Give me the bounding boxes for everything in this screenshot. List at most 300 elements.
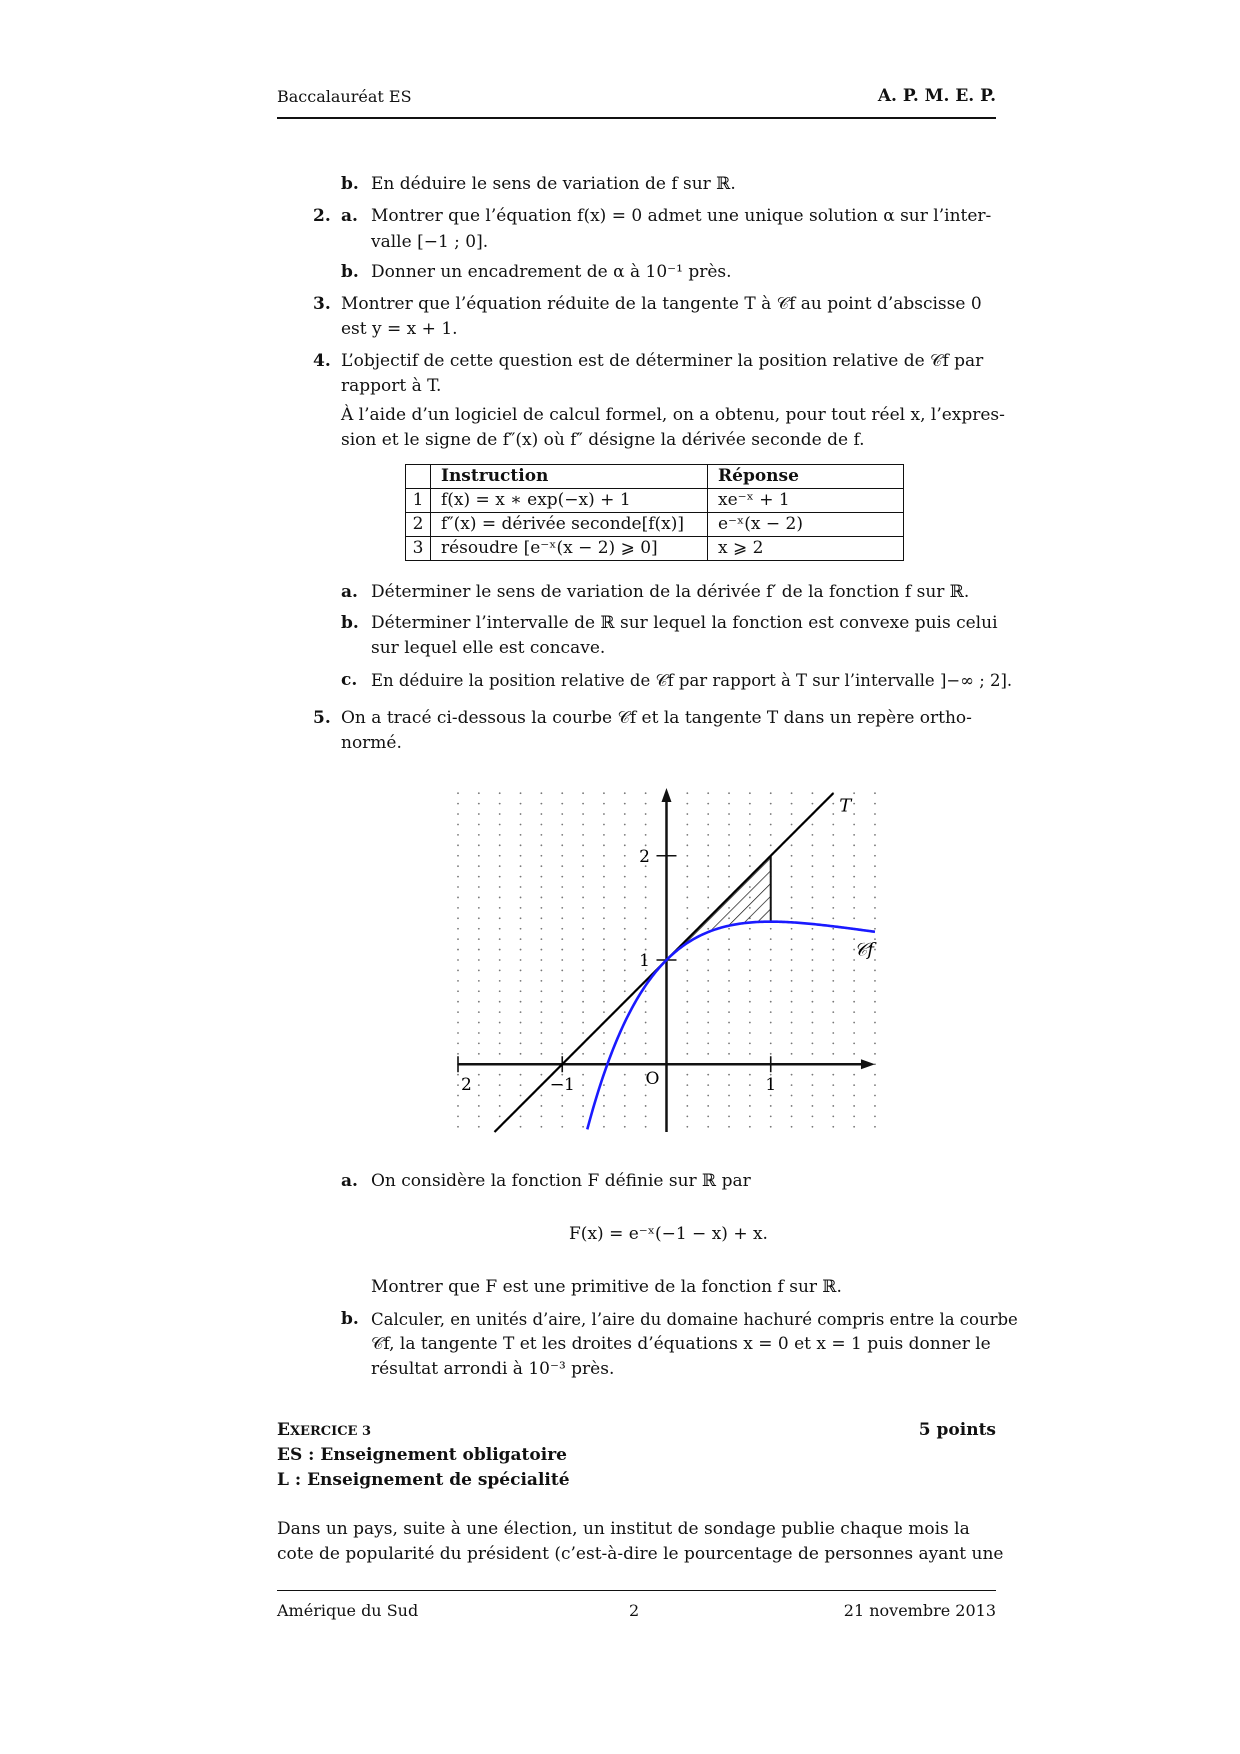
grid-dot <box>457 855 459 857</box>
grid-dot <box>499 1084 501 1086</box>
grid-dot <box>645 876 647 878</box>
grid-dot <box>603 949 605 951</box>
grid-dot <box>457 1115 459 1117</box>
grid-dot <box>770 803 772 805</box>
tick-label-x-1: 1 <box>765 1075 777 1096</box>
grid-dot <box>832 980 834 982</box>
grid-dot <box>686 824 688 826</box>
grid-dot <box>686 1084 688 1086</box>
grid-dot <box>728 1115 730 1117</box>
grid-dot <box>478 990 480 992</box>
grid-dot <box>561 876 563 878</box>
q1b-label: b. <box>341 174 359 194</box>
grid-dot <box>749 1022 751 1024</box>
table-cell: 3 <box>406 537 431 561</box>
grid-dot <box>812 1105 814 1107</box>
grid-dot <box>624 1042 626 1044</box>
grid-dot <box>707 1032 709 1034</box>
grid-dot <box>582 980 584 982</box>
grid-dot <box>707 1011 709 1013</box>
grid-dot <box>520 938 522 940</box>
grid-dot <box>874 928 876 930</box>
grid-dot <box>770 824 772 826</box>
grid-dot <box>561 1053 563 1055</box>
grid-dot <box>728 959 730 961</box>
grid-dot <box>812 938 814 940</box>
grid-dot <box>791 844 793 846</box>
grid-dot <box>728 938 730 940</box>
grid-dot <box>478 792 480 794</box>
grid-dot <box>457 876 459 878</box>
grid-dot <box>812 1095 814 1097</box>
intro-line2: cote de popularité du président (c’est-à-dire le pourcentage de personnes ayant une <box>277 1544 1004 1564</box>
grid-dot <box>728 865 730 867</box>
grid-dot <box>499 855 501 857</box>
q5a-after: Montrer que F est une primitive de la fonction f sur ℝ. <box>371 1277 842 1297</box>
grid-dot <box>478 886 480 888</box>
grid-dot <box>791 1042 793 1044</box>
formal-calc-table-wrapper <box>405 464 904 561</box>
grid-dot <box>499 1032 501 1034</box>
grid-dot <box>499 1011 501 1013</box>
grid-dot <box>686 886 688 888</box>
grid-dot <box>582 855 584 857</box>
grid-dot <box>791 1105 793 1107</box>
grid-dot <box>457 959 459 961</box>
grid-dot <box>832 886 834 888</box>
q3-line2: est y = x + 1. <box>341 319 458 339</box>
grid-dot <box>832 917 834 919</box>
grid-dot <box>853 1001 855 1003</box>
grid-dot <box>853 1011 855 1013</box>
grid-dot <box>499 865 501 867</box>
grid-dot <box>749 792 751 794</box>
grid-dot <box>520 792 522 794</box>
grid-dot <box>645 803 647 805</box>
table-cell: xe⁻ˣ + 1 <box>708 489 904 513</box>
grid-dot <box>686 865 688 867</box>
grid-dot <box>874 1095 876 1097</box>
grid-dot <box>603 980 605 982</box>
axis-ticks <box>458 856 771 1072</box>
grid-dot <box>499 813 501 815</box>
grid-dot <box>520 1042 522 1044</box>
grid-dot <box>499 1053 501 1055</box>
grid-dot <box>853 1074 855 1076</box>
grid-dot <box>499 970 501 972</box>
grid-dot <box>749 980 751 982</box>
grid-dot <box>832 1053 834 1055</box>
grid-dot <box>853 990 855 992</box>
grid-dot <box>874 917 876 919</box>
grid-dot <box>624 970 626 972</box>
grid-dot <box>645 1105 647 1107</box>
table-header-row <box>406 465 904 489</box>
grid-dot <box>624 1115 626 1117</box>
q3-number: 3. <box>313 294 331 314</box>
grid-dot <box>853 1053 855 1055</box>
grid-dot <box>457 792 459 794</box>
grid-dot <box>791 1022 793 1024</box>
q2a-line2: valle [−1 ; 0]. <box>371 232 489 252</box>
grid-dot <box>540 813 542 815</box>
grid-dot <box>707 1115 709 1117</box>
grid-dot <box>582 897 584 899</box>
grid-dot <box>478 1095 480 1097</box>
q2a-line1: Montrer que l’équation f(x) = 0 admet une unique solution α sur l’inter- <box>371 206 992 226</box>
exercise-title <box>277 1418 371 1444</box>
table-cell: x ⩾ 2 <box>708 537 904 561</box>
grid-dot <box>624 1053 626 1055</box>
grid-dot <box>874 1084 876 1086</box>
header-right: A. P. M. E. P. <box>877 86 996 106</box>
grid-dot <box>645 824 647 826</box>
grid-dot <box>686 970 688 972</box>
grid-dot <box>812 897 814 899</box>
grid-dot <box>707 844 709 846</box>
grid-dot <box>874 813 876 815</box>
grid-dot <box>707 886 709 888</box>
grid-dot <box>707 990 709 992</box>
grid-dot <box>561 1001 563 1003</box>
grid-dot <box>624 876 626 878</box>
grid-dot <box>540 959 542 961</box>
header-rule <box>277 117 996 119</box>
grid-dot <box>853 855 855 857</box>
grid-dot <box>728 1011 730 1013</box>
grid-dot <box>853 970 855 972</box>
grid-dot <box>603 917 605 919</box>
grid-dot <box>540 824 542 826</box>
grid-dot <box>540 834 542 836</box>
grid-dot <box>874 886 876 888</box>
grid-dot <box>791 1126 793 1128</box>
grid-dot <box>457 1074 459 1076</box>
grid-dot <box>540 865 542 867</box>
grid-dot <box>853 865 855 867</box>
grid-dot <box>624 928 626 930</box>
grid-dot <box>520 844 522 846</box>
grid-dot <box>582 938 584 940</box>
grid-dot <box>686 803 688 805</box>
grid-dot <box>520 1126 522 1128</box>
grid-dot <box>561 792 563 794</box>
grid-dot <box>540 803 542 805</box>
grid-dot <box>832 824 834 826</box>
grid-dot <box>540 792 542 794</box>
grid-dot <box>457 1001 459 1003</box>
grid-dot <box>478 897 480 899</box>
grid-dot <box>540 1053 542 1055</box>
grid-dot <box>478 917 480 919</box>
grid-dot <box>540 949 542 951</box>
grid-dot <box>770 1022 772 1024</box>
grid-dot <box>645 938 647 940</box>
grid-dot <box>478 970 480 972</box>
grid-dot <box>874 1105 876 1107</box>
q4b-line1: Déterminer l’intervalle de ℝ sur lequel la fonction est convexe puis celui <box>371 613 998 633</box>
grid-dot <box>832 876 834 878</box>
grid-dot <box>791 1053 793 1055</box>
grid-dot <box>728 970 730 972</box>
grid-dot <box>603 1126 605 1128</box>
q4-number: 4. <box>313 351 331 371</box>
grid-dot <box>478 1084 480 1086</box>
grid-dot <box>728 1105 730 1107</box>
grid-dot <box>624 917 626 919</box>
grid-dot <box>686 1022 688 1024</box>
grid-dot <box>853 886 855 888</box>
grid-dot <box>770 990 772 992</box>
grid-dot <box>832 949 834 951</box>
grid-dot <box>582 1126 584 1128</box>
grid-dot <box>853 834 855 836</box>
grid-dot <box>749 855 751 857</box>
grid-dot <box>770 813 772 815</box>
grid-dot <box>707 813 709 815</box>
grid-dot <box>520 928 522 930</box>
grid-dot <box>478 834 480 836</box>
primitive-formula: F(x) = e⁻ˣ(−1 − x) + x. <box>569 1224 768 1244</box>
formal-calc-table <box>405 464 904 561</box>
grid-dot <box>624 886 626 888</box>
grid-dot <box>728 949 730 951</box>
grid-dot <box>791 917 793 919</box>
curve-label: 𝒞f <box>854 939 874 961</box>
grid-dot <box>499 1095 501 1097</box>
grid-dot <box>624 1126 626 1128</box>
page-number: 2 <box>629 1601 640 1620</box>
table-cell: e⁻ˣ(x − 2) <box>708 513 904 537</box>
grid-dot <box>457 1095 459 1097</box>
grid-dot <box>874 803 876 805</box>
grid-dot <box>812 876 814 878</box>
grid-dot <box>582 813 584 815</box>
grid-dot <box>457 813 459 815</box>
grid-dot <box>707 1105 709 1107</box>
grid-dot <box>791 886 793 888</box>
grid-dot <box>457 1105 459 1107</box>
grid-dot <box>791 928 793 930</box>
grid-dot <box>624 824 626 826</box>
grid-dot <box>707 792 709 794</box>
grid-dot <box>728 834 730 836</box>
grid-dot <box>770 928 772 930</box>
q5b-line1: Calculer, en unités d’aire, l’aire du domaine hachuré compris entre la courbe <box>371 1310 1018 1329</box>
grid-dot <box>728 803 730 805</box>
grid-dot <box>478 813 480 815</box>
grid-dot <box>686 990 688 992</box>
grid-dot <box>520 855 522 857</box>
grid-dot <box>478 949 480 951</box>
grid-dot <box>561 844 563 846</box>
origin-label: O <box>645 1069 660 1090</box>
grid-dot <box>520 1074 522 1076</box>
grid-dot <box>874 1042 876 1044</box>
grid-dot <box>499 917 501 919</box>
grid-dot <box>499 959 501 961</box>
grid-dot <box>624 1011 626 1013</box>
header-left: Baccalauréat ES <box>277 87 412 106</box>
grid-dot <box>686 1011 688 1013</box>
grid-dot <box>478 1074 480 1076</box>
grid-dot <box>686 917 688 919</box>
grid-dot <box>499 928 501 930</box>
grid-dot <box>770 844 772 846</box>
grid-dot <box>540 1001 542 1003</box>
grid-dot <box>853 803 855 805</box>
intro-line1: Dans un pays, suite à une élection, un institut de sondage publie chaque mois la <box>277 1519 970 1539</box>
grid-dot <box>624 844 626 846</box>
grid-dot <box>520 1032 522 1034</box>
grid-dot <box>874 1001 876 1003</box>
grid-dot <box>478 1011 480 1013</box>
grid-dot <box>561 1032 563 1034</box>
grid-dot <box>770 1115 772 1117</box>
grid-dot <box>540 876 542 878</box>
grid-dot <box>686 1001 688 1003</box>
grid-dot <box>791 990 793 992</box>
grid-dot <box>874 1115 876 1117</box>
grid-dot <box>457 824 459 826</box>
grid-dot <box>874 907 876 909</box>
grid-dot <box>812 855 814 857</box>
grid-dot <box>728 844 730 846</box>
grid-dot <box>853 813 855 815</box>
grid-dot <box>853 1115 855 1117</box>
grid-dot <box>853 1126 855 1128</box>
grid-dot <box>874 897 876 899</box>
grid-dot <box>853 917 855 919</box>
q4-line1: L’objectif de cette question est de déterminer la position relative de 𝒞f par <box>341 351 984 371</box>
grid-dot <box>499 876 501 878</box>
grid-dot <box>645 1042 647 1044</box>
grid-dot <box>540 917 542 919</box>
grid-dot <box>561 1105 563 1107</box>
grid-dot <box>707 876 709 878</box>
grid-dot <box>686 1126 688 1128</box>
grid-dot <box>520 907 522 909</box>
grid-dot <box>832 897 834 899</box>
grid-dot <box>874 959 876 961</box>
q4a-label: a. <box>341 582 358 602</box>
grid-dot <box>582 865 584 867</box>
grid-dot <box>686 1042 688 1044</box>
grid-dot <box>749 865 751 867</box>
grid-dot <box>624 959 626 961</box>
grid-dot <box>540 1126 542 1128</box>
grid-dot <box>728 928 730 930</box>
grid-dot <box>540 970 542 972</box>
grid-dot <box>770 1042 772 1044</box>
table-header-cell: Instruction <box>431 465 708 489</box>
grid-dot <box>582 1001 584 1003</box>
grid-dot <box>749 1084 751 1086</box>
q4b-line2: sur lequel elle est concave. <box>371 638 606 658</box>
grid-dot <box>707 980 709 982</box>
grid-dot <box>791 1074 793 1076</box>
grid-dot <box>812 1084 814 1086</box>
grid-dot <box>791 1011 793 1013</box>
grid-dot <box>686 949 688 951</box>
q5-line2: normé. <box>341 733 402 753</box>
table-cell: 2 <box>406 513 431 537</box>
q5b-line3: résultat arrondi à 10⁻³ près. <box>371 1359 615 1379</box>
grid-dot <box>645 1053 647 1055</box>
grid-dot <box>707 855 709 857</box>
grid-dot <box>457 917 459 919</box>
grid-dot <box>540 1074 542 1076</box>
grid-dot <box>540 1042 542 1044</box>
grid-dot <box>812 824 814 826</box>
grid-dot <box>645 1001 647 1003</box>
grid-dot <box>791 970 793 972</box>
grid-dot <box>561 865 563 867</box>
grid-dot <box>853 1084 855 1086</box>
grid-dot <box>645 813 647 815</box>
grid-dot <box>540 855 542 857</box>
grid-dot <box>520 803 522 805</box>
grid-dot <box>540 1095 542 1097</box>
grid-dot <box>603 938 605 940</box>
grid-dot <box>540 1115 542 1117</box>
grid-dot <box>707 834 709 836</box>
x-axis-arrow-icon <box>861 1059 875 1069</box>
grid-dot <box>520 1022 522 1024</box>
grid-dot <box>749 1011 751 1013</box>
grid-dot <box>499 1074 501 1076</box>
grid-dot <box>832 907 834 909</box>
grid-dot <box>457 970 459 972</box>
grid-dot <box>561 1011 563 1013</box>
grid-dot <box>645 1095 647 1097</box>
grid-dot <box>624 792 626 794</box>
grid-dot <box>457 980 459 982</box>
grid-dot <box>582 834 584 836</box>
grid-dot <box>561 990 563 992</box>
grid-dot <box>853 1095 855 1097</box>
exercise-track-l: L : Enseignement de spécialité <box>277 1470 570 1490</box>
grid-dot <box>645 897 647 899</box>
grid-dot <box>707 1053 709 1055</box>
grid-dot <box>749 803 751 805</box>
grid-dot <box>457 1042 459 1044</box>
grid-dot <box>603 876 605 878</box>
grid-dot <box>686 855 688 857</box>
grid-dot <box>707 959 709 961</box>
grid-dot <box>603 813 605 815</box>
grid-dot <box>728 792 730 794</box>
grid-dot <box>791 980 793 982</box>
grid-dot <box>603 1053 605 1055</box>
grid-dot <box>874 970 876 972</box>
grid-dot <box>812 1053 814 1055</box>
grid-dot <box>686 1032 688 1034</box>
grid-dot <box>874 990 876 992</box>
grid-dot <box>499 834 501 836</box>
q2b-text: Donner un encadrement de α à 10⁻¹ près. <box>371 262 732 282</box>
grid-dot <box>874 949 876 951</box>
q4c-label: c. <box>341 670 358 690</box>
grid-dot <box>832 970 834 972</box>
grid-dot <box>499 792 501 794</box>
grid-dot <box>832 844 834 846</box>
grid-dot <box>812 1011 814 1013</box>
grid-dot <box>707 1095 709 1097</box>
grid-dot <box>812 907 814 909</box>
grid-dot <box>499 949 501 951</box>
grid-dot <box>853 1022 855 1024</box>
